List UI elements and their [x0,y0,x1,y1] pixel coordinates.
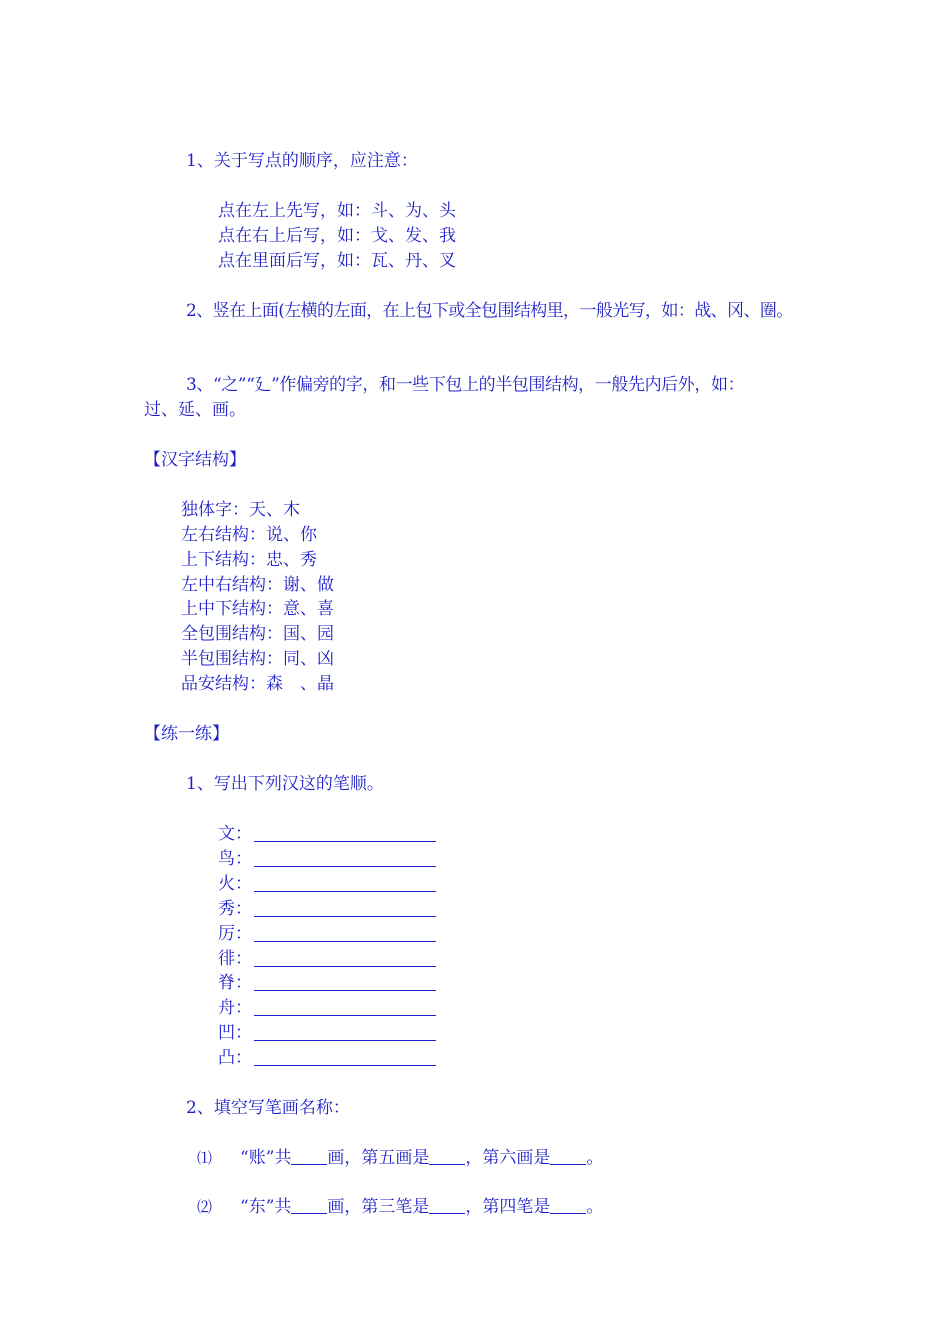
fill-text: “账”共 [240,1148,292,1168]
answer-blank[interactable] [254,824,436,842]
answer-blank[interactable] [254,924,436,942]
fill-text: ，第六画是 [465,1148,551,1168]
stroke-row [218,848,436,870]
fill-item [197,1147,603,1169]
structure-item: 半包围结构：同、凶 [181,649,334,669]
stroke-row [218,1022,436,1044]
char-label: 火： [218,874,252,894]
practice-question-1: 1、写出下列汉这的笔顺。 [186,774,384,794]
fill-blank[interactable] [550,1196,586,1214]
stroke-row [218,972,436,994]
structure-item: 品安结构：森 、晶 [181,674,334,694]
answer-blank[interactable] [254,949,436,967]
fill-blank[interactable] [550,1147,586,1165]
structure-item: 左右结构：说、你 [181,525,317,545]
stroke-row [218,948,436,970]
stroke-row [218,997,436,1019]
fill-blank[interactable] [429,1196,465,1214]
item-number: ⑴ [197,1149,213,1167]
answer-blank[interactable] [254,998,436,1016]
structure-heading: 【汉字结构】 [144,450,246,470]
rule2: 2、竖在上面(左横的左面，在上包下或全包围结构里，一般光写，如：战、冈、圈。 [186,301,793,321]
structure-item: 全包围结构：国、园 [181,624,334,644]
answer-blank[interactable] [254,899,436,917]
structure-item: 上下结构：忠、秀 [181,550,317,570]
stroke-row [218,898,436,920]
fill-blank[interactable] [429,1147,465,1165]
fill-blank[interactable] [291,1196,327,1214]
practice-heading: 【练一练】 [144,724,229,744]
rule1-item: 点在左上先写，如：斗、为、头 [218,201,456,221]
stroke-row [218,1047,436,1069]
char-label: 舟： [218,998,252,1018]
rule1-item: 点在里面后写，如：瓦、丹、叉 [218,251,456,271]
char-label: 文： [218,824,252,844]
char-label: 厉： [218,924,252,944]
practice-question-2: 2、填空写笔画名称： [186,1098,350,1118]
answer-blank[interactable] [254,973,436,991]
fill-text: 画，第五画是 [327,1148,430,1168]
structure-item: 独体字：天、木 [181,500,300,520]
fill-text: ，第四笔是 [465,1197,551,1217]
fill-text: 。 [586,1197,604,1217]
rule3-line1: 3、“之”“廴”作偏旁的字，和一些下包上的半包围结构，一般先内后外，如： [186,375,745,395]
char-label: 脊： [218,973,252,993]
item-number: ⑵ [197,1198,213,1216]
char-label: 徘： [218,949,252,969]
structure-item: 上中下结构：意、喜 [181,599,334,619]
answer-blank[interactable] [254,1023,436,1041]
structure-item: 左中右结构：谢、做 [181,575,334,595]
fill-item [197,1196,603,1218]
answer-blank[interactable] [254,874,436,892]
stroke-row [218,923,436,945]
answer-blank[interactable] [254,849,436,867]
stroke-row [218,873,436,895]
rule1-item: 点在右上后写，如：戈、发、我 [218,226,456,246]
rule1-title: 1、关于写点的顺序，应注意： [186,151,418,171]
fill-text: 画，第三笔是 [327,1197,430,1217]
char-label: 凹： [218,1023,252,1043]
rule3-line2: 过、延、画。 [144,400,246,420]
stroke-row [218,823,436,845]
char-label: 秀： [218,899,252,919]
answer-blank[interactable] [254,1048,436,1066]
char-label: 凸： [218,1048,252,1068]
char-label: 鸟： [218,849,252,869]
fill-text: 。 [586,1148,604,1168]
fill-blank[interactable] [291,1147,327,1165]
fill-text: “东”共 [240,1197,292,1217]
